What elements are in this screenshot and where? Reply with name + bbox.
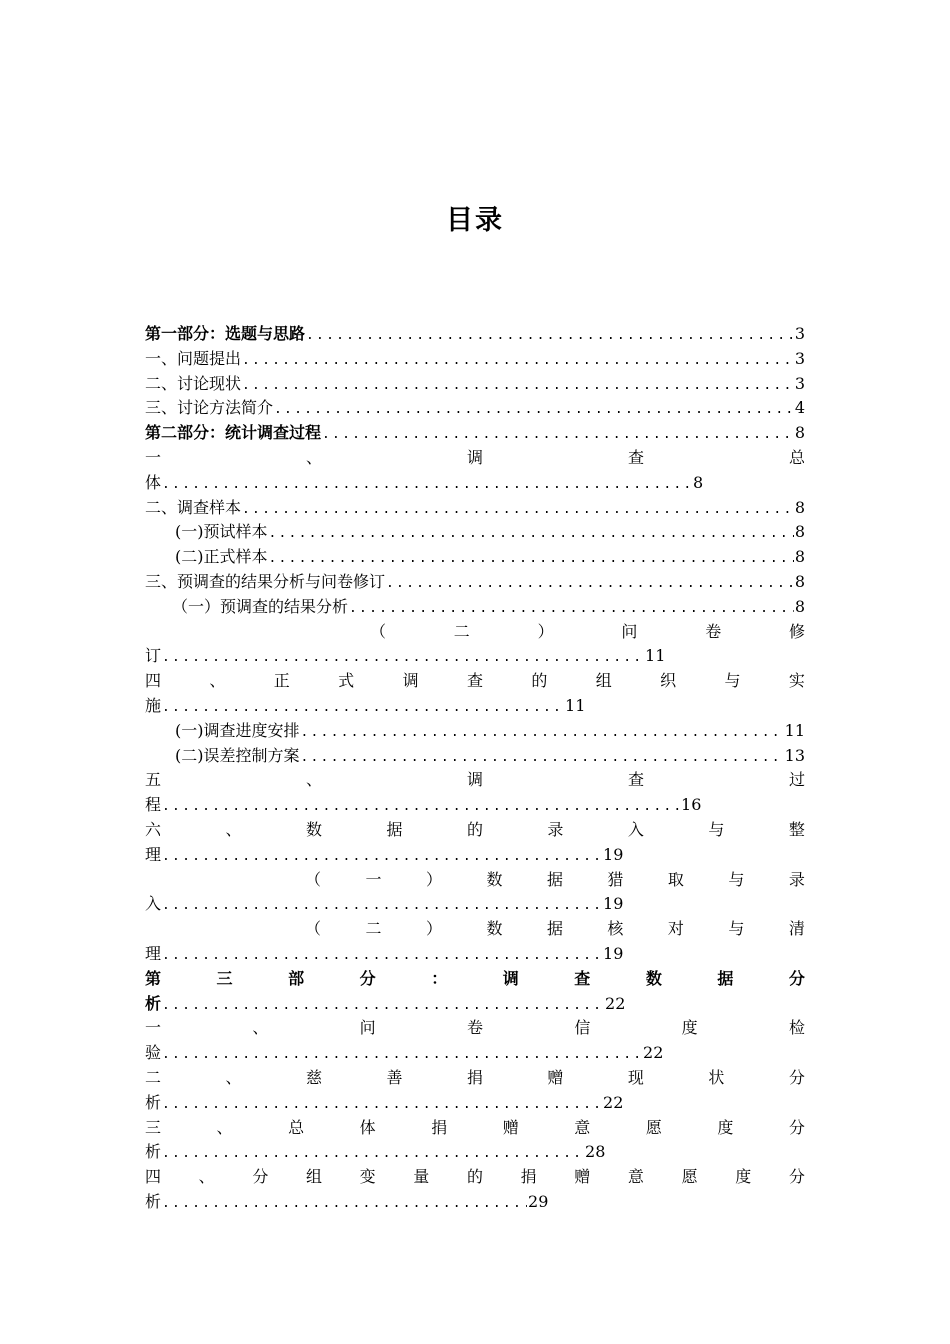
toc-spread-char: 数: [305, 819, 322, 839]
toc-spread-char: 信: [574, 1018, 591, 1038]
toc-entry-label: 析: [145, 993, 162, 1013]
toc-spread-char: 取: [667, 869, 684, 889]
toc-entry-label: (二)正式样本: [175, 547, 268, 567]
toc-spread-char: 三: [216, 968, 233, 988]
toc-entry-3-3-cont[interactable]: [145, 1140, 805, 1165]
toc-entry-label: 体: [145, 472, 162, 492]
toc-spread-char: 五: [145, 770, 162, 790]
toc-entry-part-2[interactable]: [145, 421, 805, 446]
dot-leader: [301, 746, 784, 769]
toc-entry-2-3-2-spread[interactable]: [145, 620, 805, 645]
toc-spread-char: 对: [667, 919, 684, 939]
toc-spread-char: 四: [145, 671, 162, 691]
toc-entry-label: 析: [145, 1092, 162, 1112]
toc-entry-part-3-cont[interactable]: [145, 992, 805, 1017]
toc-spread-char: 总: [788, 447, 805, 467]
toc-entry-part-3-spread[interactable]: [145, 967, 805, 992]
toc-page-number: 28: [585, 1142, 606, 1162]
dot-leader: [242, 498, 794, 521]
dot-leader: [162, 845, 602, 868]
toc-spread-char: 与: [724, 671, 741, 691]
toc-spread-char: 二: [145, 1067, 162, 1087]
toc-spread-char: 织: [660, 671, 677, 691]
toc-page-number: 29: [528, 1191, 549, 1211]
toc-page-number: 16: [681, 795, 702, 815]
toc-spread-char: 度: [735, 1167, 752, 1187]
toc-entry-2-6-cont[interactable]: [145, 843, 805, 868]
toc-entry-3-4-cont[interactable]: [145, 1190, 805, 1215]
toc-entry-label: 理: [145, 943, 162, 963]
toc-entry-label: 施: [145, 695, 162, 715]
toc-entry-2-6-1-cont[interactable]: [145, 892, 805, 917]
dot-leader: [322, 423, 794, 446]
toc-page-number: 8: [794, 547, 805, 567]
toc-spread-char: 一: [365, 869, 382, 889]
toc-spread-char: 检: [788, 1018, 805, 1038]
toc-entry-label: 三、预调查的结果分析与问卷修订: [145, 571, 386, 591]
toc-entry-label: 入: [145, 894, 162, 914]
toc-page-number: 8: [794, 571, 805, 591]
toc-spread-char: 度: [717, 1117, 734, 1137]
toc-spread-char: 查: [627, 447, 644, 467]
dot-leader: [162, 1142, 584, 1165]
toc-spread-char: 赠: [502, 1117, 519, 1137]
toc-spread-char: 三: [145, 1117, 162, 1137]
toc-spread-char: 部: [288, 968, 305, 988]
toc-spread-char: 现: [627, 1067, 644, 1087]
toc-entry-2-2[interactable]: [145, 496, 805, 521]
toc-entry-label: (一)预试样本: [175, 522, 268, 542]
toc-spread-char: 捐: [520, 1167, 537, 1187]
dot-leader: [269, 547, 794, 570]
toc-page-number: 8: [794, 596, 805, 616]
toc-spread-char: 、: [305, 447, 322, 467]
toc-spread-char: 猎: [607, 869, 624, 889]
toc-spread-char: 二: [453, 621, 470, 641]
toc-page-number: 11: [565, 695, 586, 715]
toc-entry-2-3-1[interactable]: [145, 595, 805, 620]
dot-leader: [162, 944, 602, 967]
dot-leader: [162, 994, 604, 1017]
toc-spread-char: 分: [359, 968, 376, 988]
toc-page-number: 8: [794, 497, 805, 517]
dot-leader: [301, 721, 784, 744]
dot-leader: [242, 374, 794, 397]
toc-entry-label: 理: [145, 844, 162, 864]
toc-entry-3-1-spread[interactable]: [145, 1016, 805, 1041]
toc-spread-char: 、: [198, 1167, 215, 1187]
toc-spread-char: 愿: [681, 1167, 698, 1187]
toc-entry-3-2-spread[interactable]: [145, 1066, 805, 1091]
toc-entry-2-4-1[interactable]: [145, 719, 805, 744]
dot-leader: [162, 1093, 602, 1116]
toc-spread-char: 录: [547, 819, 564, 839]
toc-spread-char: 调: [402, 671, 419, 691]
dot-leader: [349, 597, 794, 620]
toc-spread-char: 的: [466, 1167, 483, 1187]
toc-entry-2-6-spread[interactable]: [145, 818, 805, 843]
toc-spread-char: 整: [788, 819, 805, 839]
dot-leader: [162, 894, 602, 917]
toc-entry-2-4-cont[interactable]: [145, 694, 805, 719]
dot-leader: [242, 349, 794, 372]
toc-spread-char: ）: [425, 869, 442, 889]
toc-entry-1-2[interactable]: [145, 372, 805, 397]
toc-entry-label: (二)误差控制方案: [175, 745, 300, 765]
toc-spread-char: 数: [486, 869, 503, 889]
toc-page-number: 19: [603, 844, 624, 864]
toc-page-number: 8: [693, 472, 704, 492]
toc-spread-char: 调: [502, 968, 519, 988]
toc-page-number: 11: [784, 720, 805, 740]
toc-spread-char: 、: [225, 1067, 242, 1087]
dot-leader: [162, 696, 564, 719]
toc-page-number: 4: [794, 398, 805, 418]
toc-spread-char: 二: [365, 919, 382, 939]
toc-spread-char: 与: [728, 919, 745, 939]
toc-spread-char: 录: [788, 869, 805, 889]
toc-spread-char: 第: [145, 968, 162, 988]
toc-page-number: 8: [794, 423, 805, 443]
dot-leader: [162, 1043, 642, 1066]
toc-entry-3-2-cont[interactable]: [145, 1091, 805, 1116]
toc-entry-2-4-2[interactable]: [145, 744, 805, 769]
toc-spread-char: 数: [486, 919, 503, 939]
toc-spread-char: 捐: [431, 1117, 448, 1137]
toc-entry-label: 程: [145, 795, 162, 815]
toc-spread-char: 查: [574, 968, 591, 988]
toc-spread-char: 赠: [547, 1067, 564, 1087]
toc-entry-2-3[interactable]: [145, 570, 805, 595]
toc-spread-char: 赠: [574, 1167, 591, 1187]
toc-entry-label: 第二部分：统计调查过程: [145, 423, 322, 443]
toc-spread-char: 问: [359, 1018, 376, 1038]
dot-leader: [269, 522, 794, 545]
toc-entry-3-1-cont[interactable]: [145, 1041, 805, 1066]
toc-spread-char: 数: [645, 968, 662, 988]
toc-spread-char: 与: [728, 869, 745, 889]
toc-entry-label: （一）预调查的结果分析: [172, 596, 349, 616]
toc-page-number: 22: [643, 1043, 664, 1063]
toc-spread-char: （: [305, 919, 322, 939]
toc-spread-char: 与: [708, 819, 725, 839]
toc-spread-char: 善: [386, 1067, 403, 1087]
toc-spread-char: 清: [788, 919, 805, 939]
toc-spread-char: 意: [574, 1117, 591, 1137]
toc-page-number: 22: [603, 1092, 624, 1112]
toc-spread-char: 据: [546, 869, 563, 889]
toc-entry-2-5-spread[interactable]: [145, 768, 805, 793]
toc-page-number: 11: [645, 646, 666, 666]
toc-spread-char: 、: [216, 1117, 233, 1137]
toc-spread-char: 问: [621, 621, 638, 641]
toc-entry-label: 二、调查样本: [145, 497, 242, 517]
toc-page-number: 3: [794, 373, 805, 393]
toc-page-number: 8: [794, 522, 805, 542]
toc-entry-2-1-cont[interactable]: [145, 471, 805, 496]
toc-entry-label: 订: [145, 646, 162, 666]
toc-entry-label: 第一部分：选题与思路: [145, 324, 306, 343]
toc-spread-char: 查: [627, 770, 644, 790]
toc-entry-label: (一)调查进度安排: [175, 720, 300, 740]
toc-spread-char: 愿: [645, 1117, 662, 1137]
toc-spread-char: 量: [413, 1167, 430, 1187]
toc-spread-char: 卷: [705, 621, 722, 641]
toc-entry-2-2-1[interactable]: [145, 520, 805, 545]
toc-page-number: 19: [603, 943, 624, 963]
toc-spread-char: 查: [466, 671, 483, 691]
toc-entry-2-3-2-cont[interactable]: [145, 644, 805, 669]
page-title: 目录: [446, 205, 504, 236]
toc-page-number: 19: [603, 894, 624, 914]
toc-entry-2-2-2[interactable]: [145, 545, 805, 570]
toc-spread-char: 分: [788, 968, 805, 988]
toc-page-number: 3: [794, 324, 805, 343]
toc-spread-char: 正: [273, 671, 290, 691]
toc-spread-char: 据: [386, 819, 403, 839]
toc-spread-char: ）: [537, 621, 554, 641]
dot-leader: [162, 473, 692, 496]
toc-spread-char: 的: [466, 819, 483, 839]
toc-page-number: 3: [794, 348, 805, 368]
toc-spread-char: 调: [466, 770, 483, 790]
toc-spread-char: 一: [145, 1018, 162, 1038]
toc-spread-char: 实: [788, 671, 805, 691]
dot-leader: [274, 398, 794, 421]
toc-entry-2-6-2-spread[interactable]: [145, 917, 805, 942]
toc-entry-label: 析: [145, 1191, 162, 1211]
toc-spread-char: 分: [252, 1167, 269, 1187]
toc-spread-char: （: [370, 621, 387, 641]
dot-leader: [162, 1192, 527, 1215]
toc-spread-char: 捐: [466, 1067, 483, 1087]
toc-spread-char: 修: [788, 621, 805, 641]
toc-spread-char: 、: [252, 1018, 269, 1038]
toc-entry-2-6-1-spread[interactable]: [145, 868, 805, 893]
toc-spread-char: 、: [305, 770, 322, 790]
toc-entry-label: 二、讨论现状: [145, 373, 242, 393]
toc-entry-2-1-spread[interactable]: [145, 446, 805, 471]
toc-spread-char: 、: [209, 671, 226, 691]
toc-entry-label: 验: [145, 1043, 162, 1063]
toc-spread-char: 分: [788, 1067, 805, 1087]
toc-spread-char: 总: [288, 1117, 305, 1137]
toc-spread-char: 体: [359, 1117, 376, 1137]
toc-spread-char: （: [305, 869, 322, 889]
toc-entry-label: 一、问题提出: [145, 348, 242, 368]
toc-entry-3-4-spread[interactable]: [145, 1165, 805, 1190]
toc-spread-char: 式: [338, 671, 355, 691]
dot-leader: [386, 572, 794, 595]
toc-entry-label: 析: [145, 1142, 162, 1162]
toc-spread-char: 卷: [466, 1018, 483, 1038]
toc-page-number: 13: [784, 745, 805, 765]
toc-entry-1-3[interactable]: [145, 396, 805, 421]
toc-spread-char: 状: [708, 1067, 725, 1087]
toc-spread-char: 据: [717, 968, 734, 988]
toc-entry-label: 三、讨论方法简介: [145, 398, 274, 418]
toc-spread-char: 组: [595, 671, 612, 691]
toc-spread-char: 意: [627, 1167, 644, 1187]
toc-entry-2-4-spread[interactable]: [145, 669, 805, 694]
toc-spread-char: 六: [145, 819, 162, 839]
toc-spread-char: 组: [305, 1167, 322, 1187]
toc-entry-2-6-2-cont[interactable]: [145, 942, 805, 967]
toc-spread-char: 变: [359, 1167, 376, 1187]
toc-spread-char: ）: [425, 919, 442, 939]
toc-page-number: 22: [605, 993, 626, 1013]
toc-entry-2-5-cont[interactable]: [145, 793, 805, 818]
toc-spread-char: 调: [466, 447, 483, 467]
toc-entry-3-3-spread[interactable]: [145, 1116, 805, 1141]
toc-entry-1-1[interactable]: [145, 347, 805, 372]
toc-spread-char: 分: [788, 1167, 805, 1187]
dot-leader: [162, 795, 680, 818]
toc-spread-char: 慈: [305, 1067, 322, 1087]
toc-spread-char: 度: [681, 1018, 698, 1038]
toc-spread-char: 据: [546, 919, 563, 939]
toc-spread-char: 过: [788, 770, 805, 790]
toc-spread-char: 一: [145, 447, 162, 467]
toc-spread-char: 核: [607, 919, 624, 939]
toc-spread-char: 分: [788, 1117, 805, 1137]
toc-spread-char: 的: [531, 671, 548, 691]
toc-spread-char: 四: [145, 1167, 162, 1187]
toc-spread-char: 入: [627, 819, 644, 839]
toc-entry-part-1[interactable]: [145, 322, 805, 347]
dot-leader: [306, 324, 794, 347]
toc-spread-char: 、: [225, 819, 242, 839]
toc-spread-char: ：: [431, 968, 448, 988]
table-of-contents: [145, 322, 805, 1215]
dot-leader: [162, 646, 644, 669]
